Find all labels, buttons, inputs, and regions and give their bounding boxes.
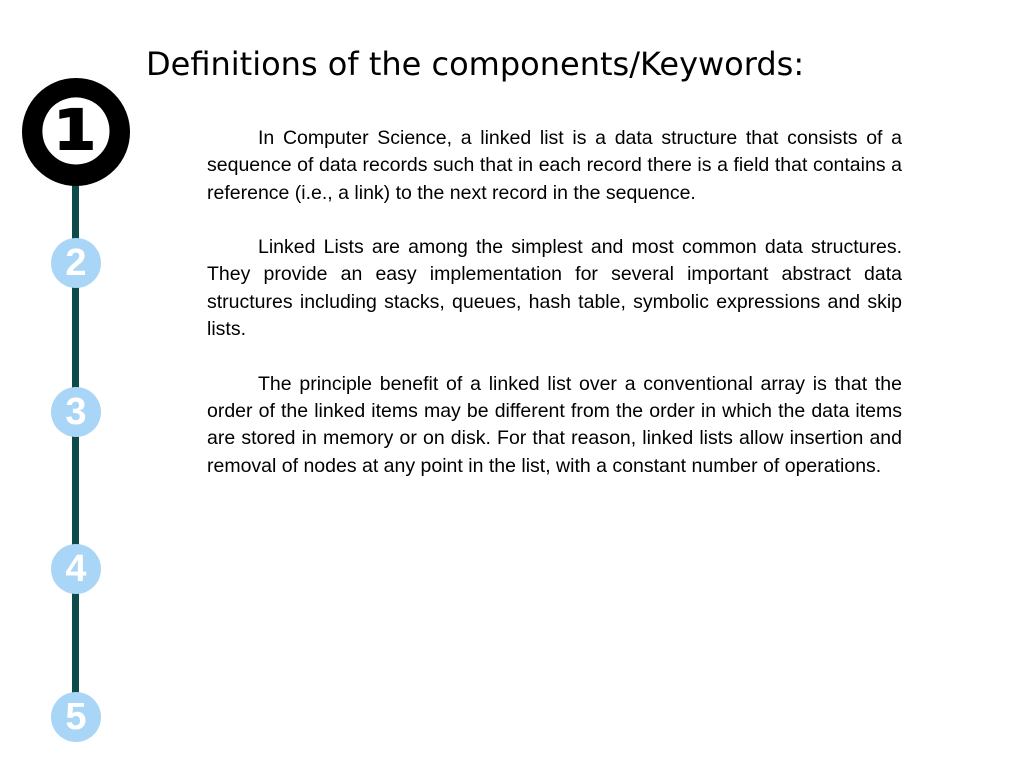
step-3-marker: 3 xyxy=(51,387,101,437)
step-1-marker: ❶ xyxy=(22,78,130,186)
step-4-marker: 4 xyxy=(51,544,101,594)
step-5-marker: 5 xyxy=(51,692,101,742)
paragraph-2: Linked Lists are among the simplest and most common data structures. They provide an easy implementation for several important abstract data structures including stacks, queues, hash table, symbolic expressions and skip lists. xyxy=(207,236,902,341)
paragraph-1: In Computer Science, a linked list is a data structure that consists of a sequence of data records such that in each record there is a field that contains a reference (i.e., a link) to the next record in the sequence. xyxy=(207,127,902,204)
paragraph-3: The principle benefit of a linked list over a conventional array is that the order of the linked items may be different from the order in which the data items are stored in memory or on disk. For that reason, linked lists allow insertion and removal of nodes at any point in the list, with a constant number of operations. xyxy=(207,372,902,477)
step-2-marker: 2 xyxy=(51,238,101,288)
body-text xyxy=(207,125,902,507)
slide-title: Definitions of the components/Keywords: xyxy=(146,45,805,83)
